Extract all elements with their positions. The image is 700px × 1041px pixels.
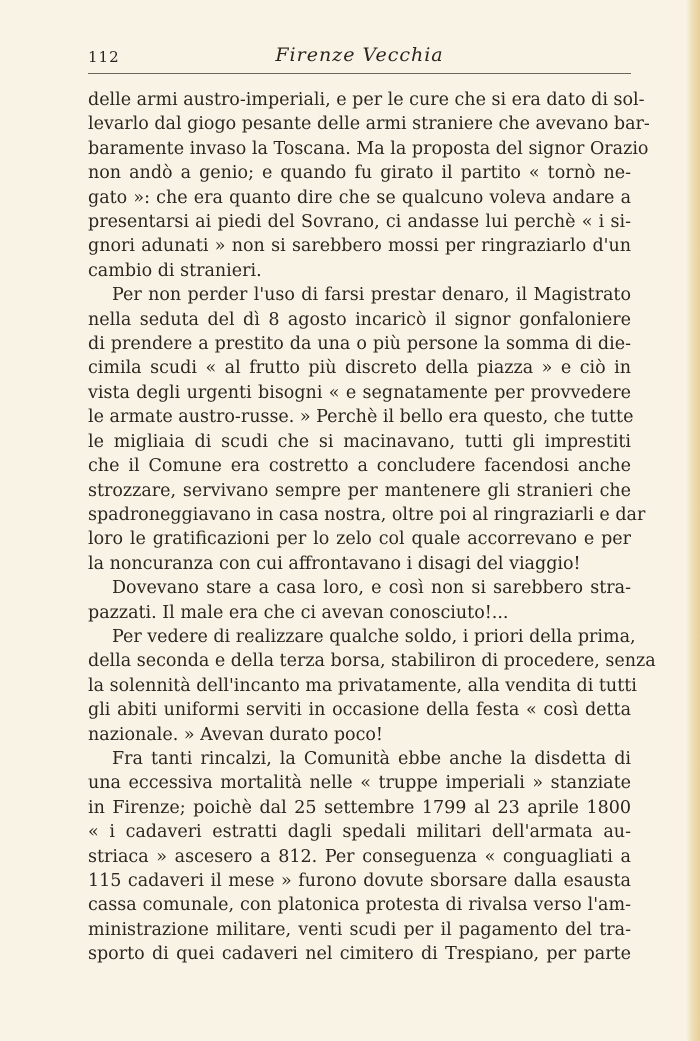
text-line: la noncuranza con cui affrontavano i disagi del viaggio! bbox=[88, 553, 581, 574]
text-line: Dovevano stare a casa loro, e così non si sarebbero stra- bbox=[112, 578, 631, 599]
text-line: cambio di stranieri. bbox=[88, 260, 262, 281]
text-line: cassa comunale, con platonica protesta di rivalsa verso l'am- bbox=[88, 895, 631, 916]
text-line: baramente invaso la Toscana. Ma la proposta del signor Orazio bbox=[88, 138, 649, 159]
text-line: sporto di quei cadaveri nel cimitero di Trespiano, per parte bbox=[88, 944, 631, 965]
text-line: di prendere a prestito da una o più persone la somma di die- bbox=[88, 334, 631, 355]
text-line: Per vedere di realizzare qualche soldo, i priori della prima, bbox=[112, 626, 636, 647]
text-line: presentarsi ai piedi del Sovrano, ci andasse lui perchè « i si- bbox=[88, 212, 631, 233]
text-line: spadroneggiavano in casa nostra, oltre poi al ringraziarli e dar bbox=[88, 504, 646, 525]
text-line: Per non perder l'uso di farsi prestar denaro, il Magistrato bbox=[112, 285, 631, 306]
text-line: striaca » ascesero a 812. Per conseguenza « conguagliati a bbox=[88, 846, 631, 867]
text-line: 115 cadaveri il mese » furono dovute sborsare dalla esausta bbox=[88, 871, 631, 891]
text-line: gli abiti uniformi serviti in occasione della festa « così detta bbox=[88, 700, 631, 721]
text-line: nazionale. » Avevan durato poco! bbox=[88, 724, 383, 745]
text-line: delle armi austro-imperiali, e per le cure che si era dato di sol- bbox=[88, 90, 645, 110]
running-title: Firenze Vecchia bbox=[275, 44, 444, 66]
text-line: della seconda e della terza borsa, stabiliron di procedere, senza bbox=[88, 651, 656, 672]
text-line: vista degli urgenti bisogni « e segnatamente per provvedere bbox=[88, 382, 631, 403]
page-number: 112 bbox=[88, 48, 120, 66]
page-edge bbox=[686, 0, 700, 1041]
text-line: loro le gratificazioni per lo zelo col quale accorrevano e per bbox=[88, 529, 631, 550]
text-line: strozzare, servivano sempre per mantenere gli stranieri che bbox=[88, 480, 631, 501]
text-line: una eccessiva mortalità nelle « truppe imperiali » stanziate bbox=[88, 773, 631, 794]
text-line: pazzati. Il male era che ci avevan conosciuto!... bbox=[88, 602, 509, 623]
body-text bbox=[88, 88, 656, 967]
header-rule bbox=[88, 73, 631, 74]
text-line: ministrazione militare, venti scudi per il pagamento del tra- bbox=[88, 919, 631, 940]
text-line: non andò a genio; e quando fu girato il partito « tornò ne- bbox=[88, 163, 631, 184]
text-line: gnori adunati » non si sarebbero mossi per ringraziarlo d'un bbox=[88, 236, 631, 257]
text-line: levarlo dal giogo pesante delle armi straniere che avevano bar- bbox=[88, 114, 650, 135]
text-line: in Firenze; poichè dal 25 settembre 1799 al 23 aprile 1800 bbox=[88, 797, 631, 818]
page-header bbox=[88, 44, 631, 74]
text-line: le armate austro-russe. » Perchè il bello era questo, che tutte bbox=[88, 407, 634, 428]
text-line: la solennità dell'incanto ma privatamente, alla vendita di tutti bbox=[88, 675, 637, 696]
text-line: le migliaia di scudi che si macinavano, tutti gli imprestiti bbox=[88, 431, 631, 452]
text-line: nella seduta del dì 8 agosto incaricò il signor gonfaloniere bbox=[88, 309, 631, 330]
text-line: Fra tanti rincalzi, la Comunità ebbe anche la disdetta di bbox=[112, 748, 631, 769]
text-line: gato »: che era quanto dire che se qualcuno voleva andare a bbox=[88, 187, 631, 208]
text-line: che il Comune era costretto a concludere facendosi anche bbox=[88, 456, 631, 477]
text-line: cimila scudi « al frutto più discreto della piazza » e ciò in bbox=[88, 358, 631, 379]
text-line: « i cadaveri estratti dagli spedali militari dell'armata au- bbox=[88, 822, 631, 843]
